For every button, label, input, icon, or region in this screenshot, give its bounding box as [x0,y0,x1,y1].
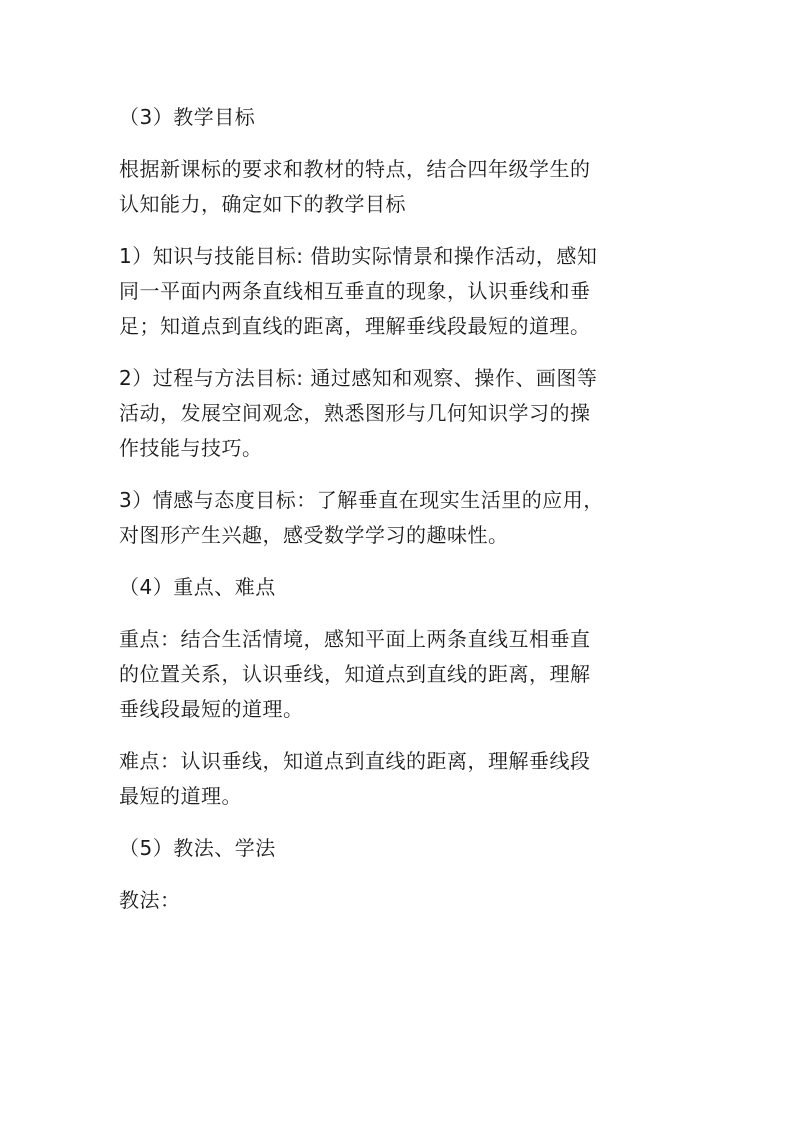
text-line: 足；知道点到直线的距离，理解垂线段最短的道理。 [119,314,591,338]
paragraph-key-point [119,622,684,727]
section-heading-key-difficult [119,570,684,605]
text-line: 教法： [119,888,181,912]
paragraph-difficult-point [119,744,684,814]
text-line: 1）知识与技能目标: 借助实际情景和操作活动，感知 [119,244,598,268]
text-line: （5）教法、学法 [119,836,276,860]
text-line: 的位置关系，认识垂线，知道点到直线的距离，理解 [119,662,591,686]
text-line: 最短的道理。 [119,784,242,808]
text-line: 对图形产生兴趣，感受数学学习的趣味性。 [119,523,509,547]
paragraph-goal-emotion-attitude [119,483,684,553]
text-line: 垂线段最短的道理。 [119,697,304,721]
text-line: 同一平面内两条直线相互垂直的现象，认识垂线和垂 [119,279,591,303]
paragraph-goal-knowledge-skills [119,239,684,344]
text-line: 根据新课标的要求和教材的特点，结合四年级学生的 [119,157,591,181]
section-heading-methods [119,831,684,866]
text-line: 认知能力，确定如下的教学目标 [119,192,406,216]
document-body [119,100,684,935]
text-line: 作技能与技巧。 [119,436,263,460]
text-line: （4）重点、难点 [119,575,276,599]
paragraph-intro [119,152,684,222]
text-line: 难点：认识垂线，知道点到直线的距离，理解垂线段 [119,749,591,773]
paragraph-teaching-method [119,883,684,918]
text-line: 3）情感与态度目标：了解垂直在现实生活里的应用， [119,488,604,512]
text-line: （3）教学目标 [119,105,256,129]
text-line: 2）过程与方法目标: 通过感知和观察、操作、画图等 [119,366,598,390]
paragraph-goal-process-method [119,361,684,466]
text-line: 重点：结合生活情境，感知平面上两条直线互相垂直 [119,627,591,651]
section-heading-teaching-goals [119,100,684,135]
text-line: 活动，发展空间观念，熟悉图形与几何知识学习的操 [119,401,591,425]
